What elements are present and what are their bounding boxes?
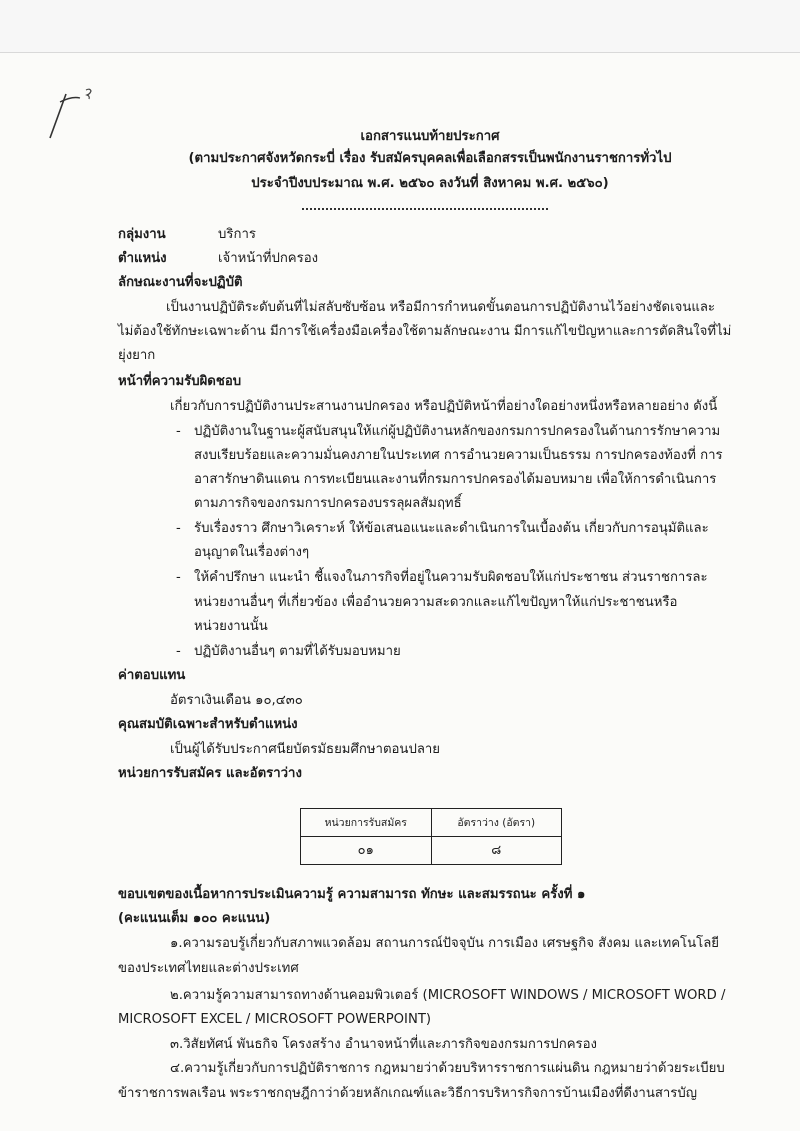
assessment-subheading: (คะแนนเต็ม ๑๐๐ คะแนน): [118, 911, 271, 926]
compensation-heading: ค่าตอบแทน: [118, 668, 186, 683]
document-title: เอกสารแนบท้ายประกาศ: [360, 129, 500, 144]
work-nature-heading: ลักษณะงานที่จะปฏิบัติ: [118, 275, 243, 290]
duty-item-1-line-4: ตามภารกิจของกรมการปกครองบรรลุผลสัมฤทธิ์: [194, 496, 462, 511]
budget-year-line: ประจำปีงบประมาณ พ.ศ. ๒๕๖๐ ลงวันที่ สิงหาคม พ.ศ. ๒๕๖๐): [251, 176, 609, 191]
assessment-item-2-line-1: ๒.ความรู้ความสามารถทางด้านคอมพิวเตอร์ (MICROSOFT WINDOWS / MICROSOFT WORD /: [170, 988, 726, 1003]
column-header: หน่วยการรับสมัคร: [301, 809, 432, 837]
duty-item-1-line-1: ปฏิบัติงานในฐานะผู้สนับสนุนให้แก่ผู้ปฏิบัติงานหลักของกรมการปกครองในด้านการรักษาความ: [194, 424, 721, 439]
duty-item-3-line-2: หน่วยงานอื่นๆ ที่เกี่ยวข้อง เพื่ออำนวยความสะดวกและแก้ไขปัญหาให้แก่ประชาชนหรือ: [194, 595, 678, 610]
announcement-reference: (ตามประกาศจังหวัดกระบี่ เรื่อง รับสมัครบุคคลเพื่อเลือกสรรเป็นพนักงานราชการทั่วไป: [188, 151, 672, 166]
vacancy-table: [300, 808, 562, 865]
work-nature-paragraph: [118, 297, 730, 367]
assessment-item-1-line-1: ๑.ความรอบรู้เกี่ยวกับสภาพแวดล้อม สถานการณ์ปัจจุบัน การเมือง เศรษฐกิจ สังคม และเทคโนโลยี: [170, 936, 720, 951]
assessment-item-3: ๓.วิสัยทัศน์ พันธกิจ โครงสร้าง อำนาจหน้าที่และภารกิจของกรมการปกครอง: [170, 1037, 597, 1052]
salary-rate: อัตราเงินเดือน ๑๐,๔๓๐: [170, 693, 303, 708]
table-cell: ๐๑: [301, 837, 432, 865]
duty-item-1-line-2: สงบเรียบร้อยและความมั่นคงภายในประเทศ การอำนวยความเป็นธรรม การปกครองท้องที่ การ: [194, 448, 723, 463]
column-header: อัตราว่าง (อัตรา): [431, 809, 562, 837]
text-line: ยุ่งยาก: [118, 348, 156, 363]
position-label: ตำแหน่ง: [118, 251, 167, 266]
assessment-item-4-line-2: ข้าราชการพลเรือน พระราชกฤษฎีกาว่าด้วยหลักเกณฑ์และวิธีการบริหารกิจการบ้านเมืองที่ดีงานสารบัญ: [118, 1086, 697, 1101]
duty-item-3-line-1: ให้คำปรึกษา แนะนำ ชี้แจงในภารกิจที่อยู่ในความรับผิดชอบให้แก่ประชาชน ส่วนราชการละ: [194, 570, 708, 585]
duty-item-3-line-3: หน่วยงานนั้น: [194, 619, 268, 634]
bullet-dash: -: [176, 570, 181, 585]
text-line: เป็นงานปฏิบัติระดับต้นที่ไม่สลับซับซ้อน หรือมีการกำหนดขั้นตอนการปฏิบัติงานไว้อย่างชัดเจนและ: [166, 300, 716, 315]
vacancy-heading: หน่วยการรับสมัคร และอัตราว่าง: [118, 766, 302, 781]
duty-item-2-line-1: รับเรื่องราว ศึกษาวิเคราะห์ ให้ข้อเสนอแนะและดำเนินการในเบื้องต้น เกี่ยวกับการอนุมัติและ: [194, 521, 709, 536]
job-group-value: บริการ: [218, 227, 256, 242]
duty-item-1-line-3: อาสารักษาดินแดน การทะเบียนและงานที่กรมการปกครองได้มอบหมาย เพื่อให้การดำเนินการ: [194, 472, 717, 487]
text-line: ไม่ต้องใช้ทักษะเฉพาะด้าน มีการใช้เครื่องมือเครื่องใช้ตามลักษณะงาน มีการแก้ไขปัญหาและการตัดสินใจที่ไม่: [118, 324, 732, 339]
table-header-row: [301, 809, 562, 837]
bullet-dash: -: [176, 424, 181, 439]
bullet-dash: -: [176, 644, 181, 659]
position-value: เจ้าหน้าที่ปกครอง: [218, 251, 319, 266]
assessment-heading: ขอบเขตของเนื้อหาการประเมินความรู้ ความสามารถ ทักษะ และสมรรถนะ ครั้งที่ ๑: [118, 887, 586, 902]
table-row: [301, 837, 562, 865]
dotted-divider: [302, 208, 548, 210]
duty-item-2-line-2: อนุญาตในเรื่องต่างๆ: [194, 545, 310, 560]
qualification-value: เป็นผู้ได้รับประกาศนียบัตรมัธยมศึกษาตอนปลาย: [170, 742, 441, 757]
job-group-label: กลุ่มงาน: [118, 227, 166, 242]
qualification-heading: คุณสมบัติเฉพาะสำหรับตำแหน่ง: [118, 717, 298, 732]
table-cell: ๘: [431, 837, 562, 865]
assessment-item-1-line-2: ของประเทศไทยและต่างประเทศ: [118, 961, 299, 976]
assessment-item-2-line-2: MICROSOFT EXCEL / MICROSOFT POWERPOINT): [118, 1012, 432, 1027]
duties-intro: เกี่ยวกับการปฏิบัติงานประสานงานปกครอง หรือปฏิบัติหน้าที่อย่างใดอย่างหนึ่งหรือหลายอย่าง ดังนี้: [170, 399, 718, 414]
duties-heading: หน้าที่ความรับผิดชอบ: [118, 374, 242, 389]
duty-item-4-line-1: ปฏิบัติงานอื่นๆ ตามที่ได้รับมอบหมาย: [194, 644, 401, 659]
bullet-dash: -: [176, 521, 181, 536]
assessment-item-4-line-1: ๔.ความรู้เกี่ยวกับการปฏิบัติราชการ กฎหมายว่าด้วยบริหารราชการแผ่นดิน กฎหมายว่าด้วยระเบียบ: [170, 1061, 725, 1076]
